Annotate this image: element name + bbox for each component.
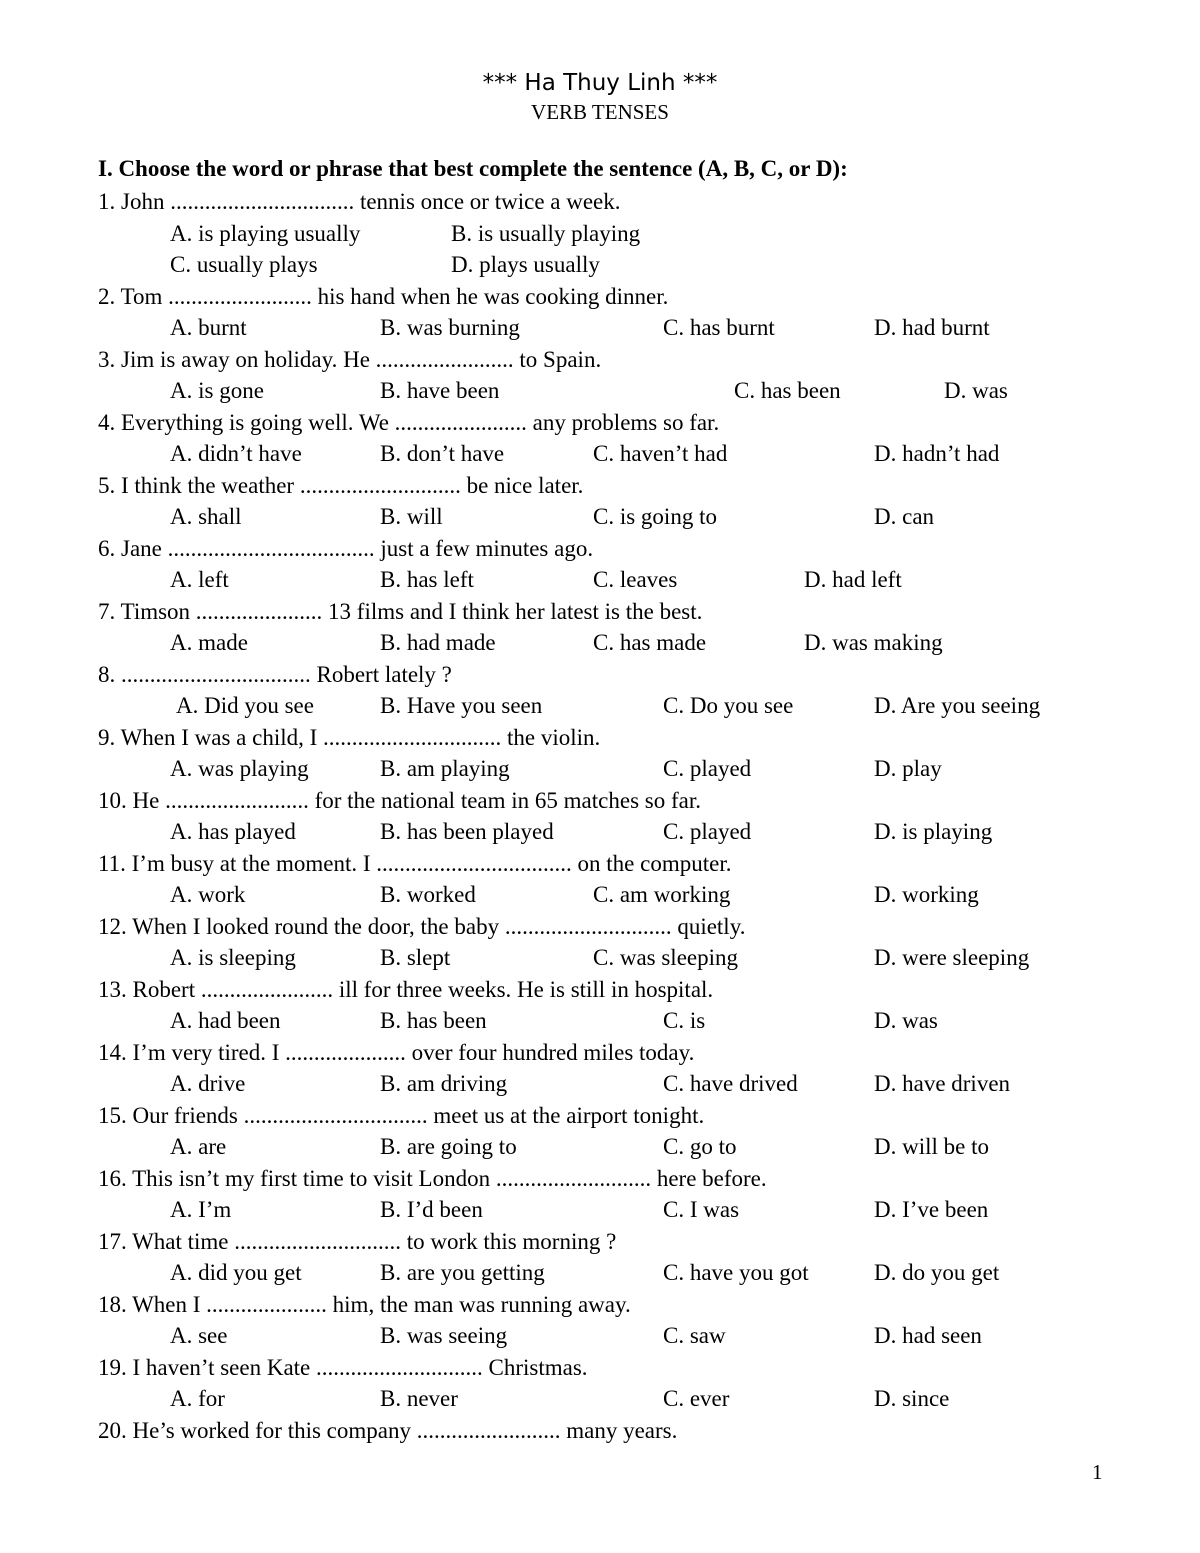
answer-options	[98, 1131, 1148, 1163]
answer-option[interactable]: C. has been	[734, 378, 841, 403]
answer-option[interactable]: A. work	[170, 882, 246, 907]
answer-option[interactable]: D. was	[874, 1008, 938, 1033]
answer-options	[98, 627, 1148, 659]
answer-option[interactable]: B. are you getting	[380, 1260, 545, 1285]
answer-options	[98, 1383, 1148, 1415]
answer-option[interactable]: A. left	[170, 567, 229, 592]
question-stem: 19. I haven’t seen Kate ............................. Christmas.	[98, 1354, 588, 1380]
answer-option[interactable]: A. is gone	[170, 378, 264, 403]
answer-option[interactable]: C. have drived	[663, 1071, 798, 1096]
question-stem: 5. I think the weather ............................ be nice later.	[98, 472, 584, 498]
answer-option[interactable]: D. plays usually	[451, 252, 600, 277]
answer-option[interactable]: B. am driving	[380, 1071, 508, 1096]
answer-options	[98, 501, 1148, 533]
answer-option[interactable]: B. has been	[380, 1008, 487, 1033]
answer-options	[98, 879, 1148, 911]
answer-option[interactable]: C. ever	[663, 1386, 730, 1411]
answer-option[interactable]: D. play	[874, 756, 942, 781]
answer-option[interactable]: C. leaves	[593, 567, 678, 592]
answer-option[interactable]: A. had been	[170, 1008, 281, 1033]
answer-options	[98, 1068, 1148, 1100]
question-stem: 4. Everything is going well. We ....................... any problems so far.	[98, 409, 720, 435]
answer-option[interactable]: D. do you get	[874, 1260, 1000, 1285]
answer-options	[98, 816, 1148, 848]
answer-option[interactable]: C. played	[663, 819, 752, 844]
answer-option[interactable]: C. I was	[663, 1197, 740, 1222]
answer-option[interactable]: B. had made	[380, 630, 496, 655]
answer-option[interactable]: A. made	[170, 630, 248, 655]
answer-option[interactable]: A. I’m	[170, 1197, 232, 1222]
answer-option[interactable]: D. were sleeping	[874, 945, 1030, 970]
answer-option[interactable]: D. have driven	[874, 1071, 1011, 1096]
answer-option[interactable]: D. had seen	[874, 1323, 982, 1348]
question-stem: 20. He’s worked for this company ......................... many years.	[98, 1417, 678, 1443]
question-stem: 9. When I was a child, I ............................... the violin.	[98, 724, 601, 750]
question-stem: 11. I’m busy at the moment. I .................................. on the computer.	[98, 850, 732, 876]
answer-option[interactable]: B. are going to	[380, 1134, 517, 1159]
question-list	[98, 186, 1148, 1446]
answer-options	[98, 218, 1148, 250]
question-stem: 18. When I ..................... him, the man was running away.	[98, 1291, 631, 1317]
answer-option[interactable]: C. was sleeping	[593, 945, 739, 970]
answer-option[interactable]: B. have been	[380, 378, 500, 403]
answer-option[interactable]: B. I’d been	[380, 1197, 483, 1222]
answer-option[interactable]: B. don’t have	[380, 441, 505, 466]
answer-option[interactable]: A. is sleeping	[170, 945, 296, 970]
answer-option[interactable]: B. never	[380, 1386, 458, 1411]
answer-option[interactable]: A. was playing	[170, 756, 309, 781]
answer-option[interactable]: C. saw	[663, 1323, 726, 1348]
question-stem: 13. Robert ....................... ill for three weeks. He is still in hospital.	[98, 976, 714, 1002]
answer-option[interactable]: B. is usually playing	[451, 220, 641, 246]
answer-option[interactable]: C. usually plays	[170, 252, 318, 277]
question-stem: 1. John ................................ tennis once or twice a week.	[98, 189, 621, 214]
answer-options	[98, 753, 1148, 785]
question-stem: 10. He ......................... for the national team in 65 matches so far.	[98, 787, 701, 813]
answer-options	[98, 1194, 1148, 1226]
section-heading: I. Choose the word or phrase that best complete the sentence (A, B, C, or D):	[98, 156, 848, 181]
answer-option[interactable]: B. Have you seen	[380, 693, 543, 718]
answer-options	[98, 1005, 1148, 1037]
answer-option[interactable]: D. was	[944, 378, 1008, 403]
answer-option[interactable]: B. was seeing	[380, 1323, 508, 1348]
answer-option[interactable]: A. is playing usually	[170, 220, 361, 246]
answer-option[interactable]: A. burnt	[170, 315, 247, 340]
answer-option[interactable]: B. was burning	[380, 315, 520, 340]
answer-option[interactable]: B. worked	[380, 882, 476, 907]
answer-options	[98, 942, 1148, 974]
question-stem: 7. Timson ...................... 13 films and I think her latest is the best.	[98, 598, 703, 624]
answer-option[interactable]: A. has played	[170, 819, 296, 844]
answer-options	[98, 564, 1148, 596]
answer-option[interactable]: D. will be to	[874, 1134, 989, 1159]
answer-options	[98, 438, 1148, 470]
answer-option[interactable]: D. hadn’t had	[874, 441, 1000, 466]
answer-option[interactable]: D. since	[874, 1386, 950, 1411]
answer-options	[98, 249, 1148, 281]
answer-option[interactable]: C. is	[663, 1008, 706, 1033]
author-line: *** Ha Thuy Linh ***	[482, 70, 718, 96]
answer-option[interactable]: B. slept	[380, 945, 451, 970]
answer-option[interactable]: D. was making	[804, 630, 943, 655]
question-stem: 8. ................................. Robert lately ?	[98, 661, 452, 687]
answer-option[interactable]: C. have you got	[663, 1260, 809, 1285]
page-number: 1	[1092, 1460, 1103, 1484]
question-stem: 3. Jim is away on holiday. He ........................ to Spain.	[98, 346, 602, 372]
answer-option[interactable]: A. Did you see	[176, 693, 314, 718]
question-stem: 2. Tom ......................... his hand when he was cooking dinner.	[98, 283, 669, 309]
answer-option[interactable]: A. shall	[170, 504, 242, 529]
answer-option[interactable]: A. didn’t have	[170, 441, 302, 466]
answer-option[interactable]: C. is going to	[593, 504, 717, 529]
answer-option[interactable]: A. drive	[170, 1071, 246, 1096]
answer-option[interactable]: C. has made	[593, 630, 707, 655]
answer-options	[98, 1257, 1148, 1289]
answer-options	[98, 690, 1148, 722]
answer-option[interactable]: B. has left	[380, 567, 474, 592]
question-stem: 14. I’m very tired. I ..................... over four hundred miles today.	[98, 1039, 695, 1065]
answer-options	[98, 375, 1148, 407]
answer-option[interactable]: C. played	[663, 756, 752, 781]
answer-option[interactable]: D. can	[874, 504, 935, 529]
question-stem: 16. This isn’t my first time to visit London ........................... here before.	[98, 1165, 767, 1191]
answer-options	[98, 312, 1148, 344]
question-stem: 6. Jane .................................... just a few minutes ago.	[98, 535, 594, 561]
answer-option[interactable]: C. am working	[593, 882, 731, 907]
answer-option[interactable]: D. is playing	[874, 819, 993, 844]
answer-option[interactable]: A. did you get	[170, 1260, 302, 1285]
answer-option[interactable]: D. had burnt	[874, 315, 990, 340]
answer-option[interactable]: D. had left	[804, 567, 902, 592]
answer-option[interactable]: D. Are you seeing	[874, 693, 1041, 718]
answer-option[interactable]: C. Do you see	[663, 693, 794, 718]
question-stem: 15. Our friends ................................ meet us at the airport tonight.	[98, 1102, 705, 1128]
answer-option[interactable]: A. for	[170, 1386, 225, 1411]
answer-option[interactable]: B. has been played	[380, 819, 554, 844]
question-stem: 17. What time ............................. to work this morning ?	[98, 1228, 617, 1254]
answer-option[interactable]: C. go to	[663, 1134, 737, 1159]
document-title: VERB TENSES	[531, 100, 669, 124]
answer-option[interactable]: B. am playing	[380, 756, 510, 781]
answer-option[interactable]: D. I’ve been	[874, 1197, 989, 1222]
answer-option[interactable]: B. will	[380, 504, 443, 529]
answer-options	[98, 1320, 1148, 1352]
answer-option[interactable]: A. are	[170, 1134, 227, 1159]
answer-option[interactable]: A. see	[170, 1323, 228, 1348]
answer-option[interactable]: C. haven’t had	[593, 441, 728, 466]
question-stem: 12. When I looked round the door, the baby ............................. quietly.	[98, 913, 746, 939]
answer-option[interactable]: C. has burnt	[663, 315, 775, 340]
answer-option[interactable]: D. working	[874, 882, 979, 907]
